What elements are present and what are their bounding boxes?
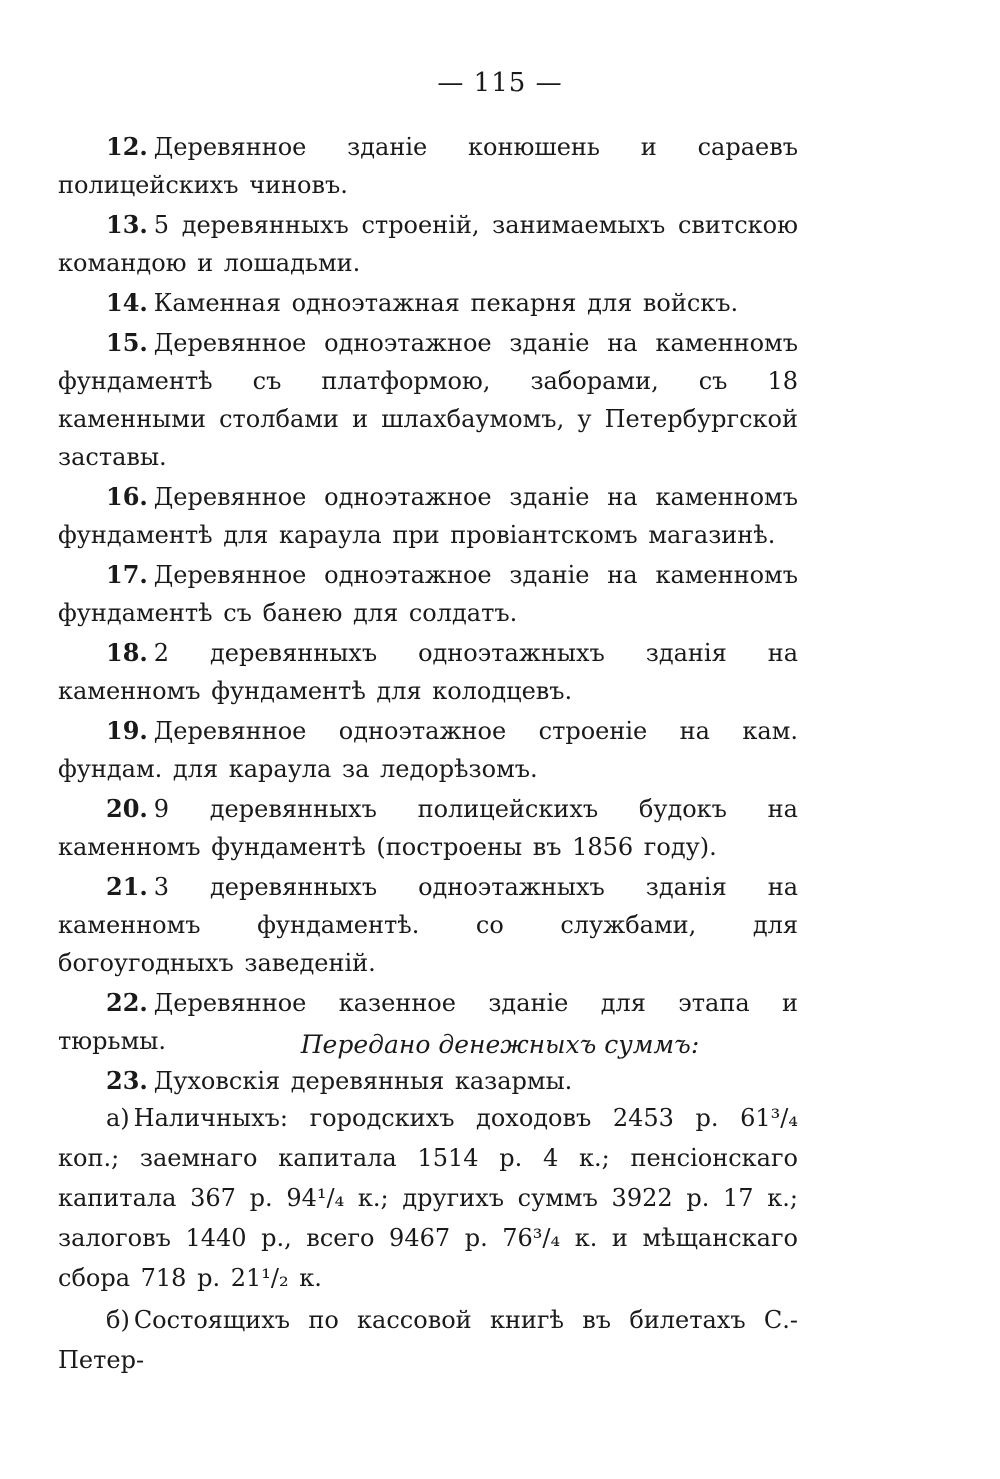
item-number: 22. [106, 988, 148, 1017]
list-item [58, 206, 798, 282]
item-number: 12. [106, 132, 148, 161]
list-item [58, 1062, 798, 1100]
list-item [58, 324, 798, 476]
money-paragraph-b [58, 1300, 798, 1380]
list-item [58, 478, 798, 554]
item-number: 15. [106, 328, 148, 357]
item-text: 5 деревянныхъ строеній, занимаемыхъ свитскою командою и лошадьми. [58, 211, 798, 277]
list-item [58, 556, 798, 632]
money-section [58, 1098, 798, 1382]
item-text: Деревянное одноэтажное зданіе на каменномъ фундаментѣ для караула при провіантскомъ магазинѣ. [58, 483, 798, 549]
list-item [58, 868, 798, 982]
item-text: Деревянное казенное зданіе для этапа и тюрьмы. [58, 989, 798, 1055]
paragraph-label: а) [106, 1104, 130, 1132]
item-number: 23. [106, 1066, 148, 1095]
money-paragraph-a [58, 1098, 798, 1298]
item-text: Деревянное одноэтажное зданіе на каменномъ фундаментѣ съ банею для солдатъ. [58, 561, 798, 627]
item-number: 16. [106, 482, 148, 511]
list-item [58, 712, 798, 788]
item-text: Деревянное зданіе конюшень и сараевъ полицейскихъ чиновъ. [58, 133, 798, 199]
item-number: 14. [106, 288, 148, 317]
item-text: Деревянное одноэтажное зданіе на каменномъ фундаментѣ съ платформою, заборами, съ 18 каменными столбами и шлахбаумомъ, у Петербургской заставы. [58, 329, 798, 471]
item-number: 20. [106, 794, 148, 823]
list-item [58, 634, 798, 710]
item-number: 13. [106, 210, 148, 239]
item-text: Деревянное одноэтажное строеніе на кам. фундам. для караула за ледорѣзомъ. [58, 717, 798, 783]
item-text: 2 деревянныхъ одноэтажныхъ зданія на каменномъ фундаментѣ для колодцевъ. [58, 639, 798, 705]
item-number: 18. [106, 638, 148, 667]
item-text: Каменная одноэтажная пекарня для войскъ. [153, 289, 739, 317]
item-text: Духовскія деревянныя казармы. [153, 1067, 573, 1095]
list-item [58, 284, 798, 322]
item-text: 3 деревянныхъ одноэтажныхъ зданія на каменномъ фундаментѣ. со службами, для богоугодныхъ заведеній. [58, 873, 798, 977]
item-text: 9 деревянныхъ полицейскихъ будокъ на каменномъ фундаментѣ (построены въ 1856 году). [58, 795, 798, 861]
item-number: 17. [106, 560, 148, 589]
list-item [58, 128, 798, 204]
page-number: — 115 — [437, 68, 563, 98]
list-item [58, 790, 798, 866]
paragraph-text: Наличныхъ: городскихъ доходовъ 2453 р. 61³/₄ коп.; заемнаго капитала 1514 р. 4 к.; пенсіонскаго капитала 367 р. 94¹/₄ к.; другихъ суммъ 3922 р. 17 к.; залоговъ 1440 р., всего 9467 р. 76³/₄ к. и мѣщанскаго сбора 718 р. 21¹/₂ к. [58, 1104, 798, 1292]
item-number: 21. [106, 872, 148, 901]
paragraph-text: Состоящихъ по кассовой книгѣ въ билетахъ С.-Петер- [58, 1306, 798, 1374]
section-heading: Передано денежныхъ суммъ: [300, 1030, 700, 1059]
item-number: 19. [106, 716, 148, 745]
property-list [58, 128, 798, 1102]
paragraph-label: б) [106, 1306, 130, 1334]
